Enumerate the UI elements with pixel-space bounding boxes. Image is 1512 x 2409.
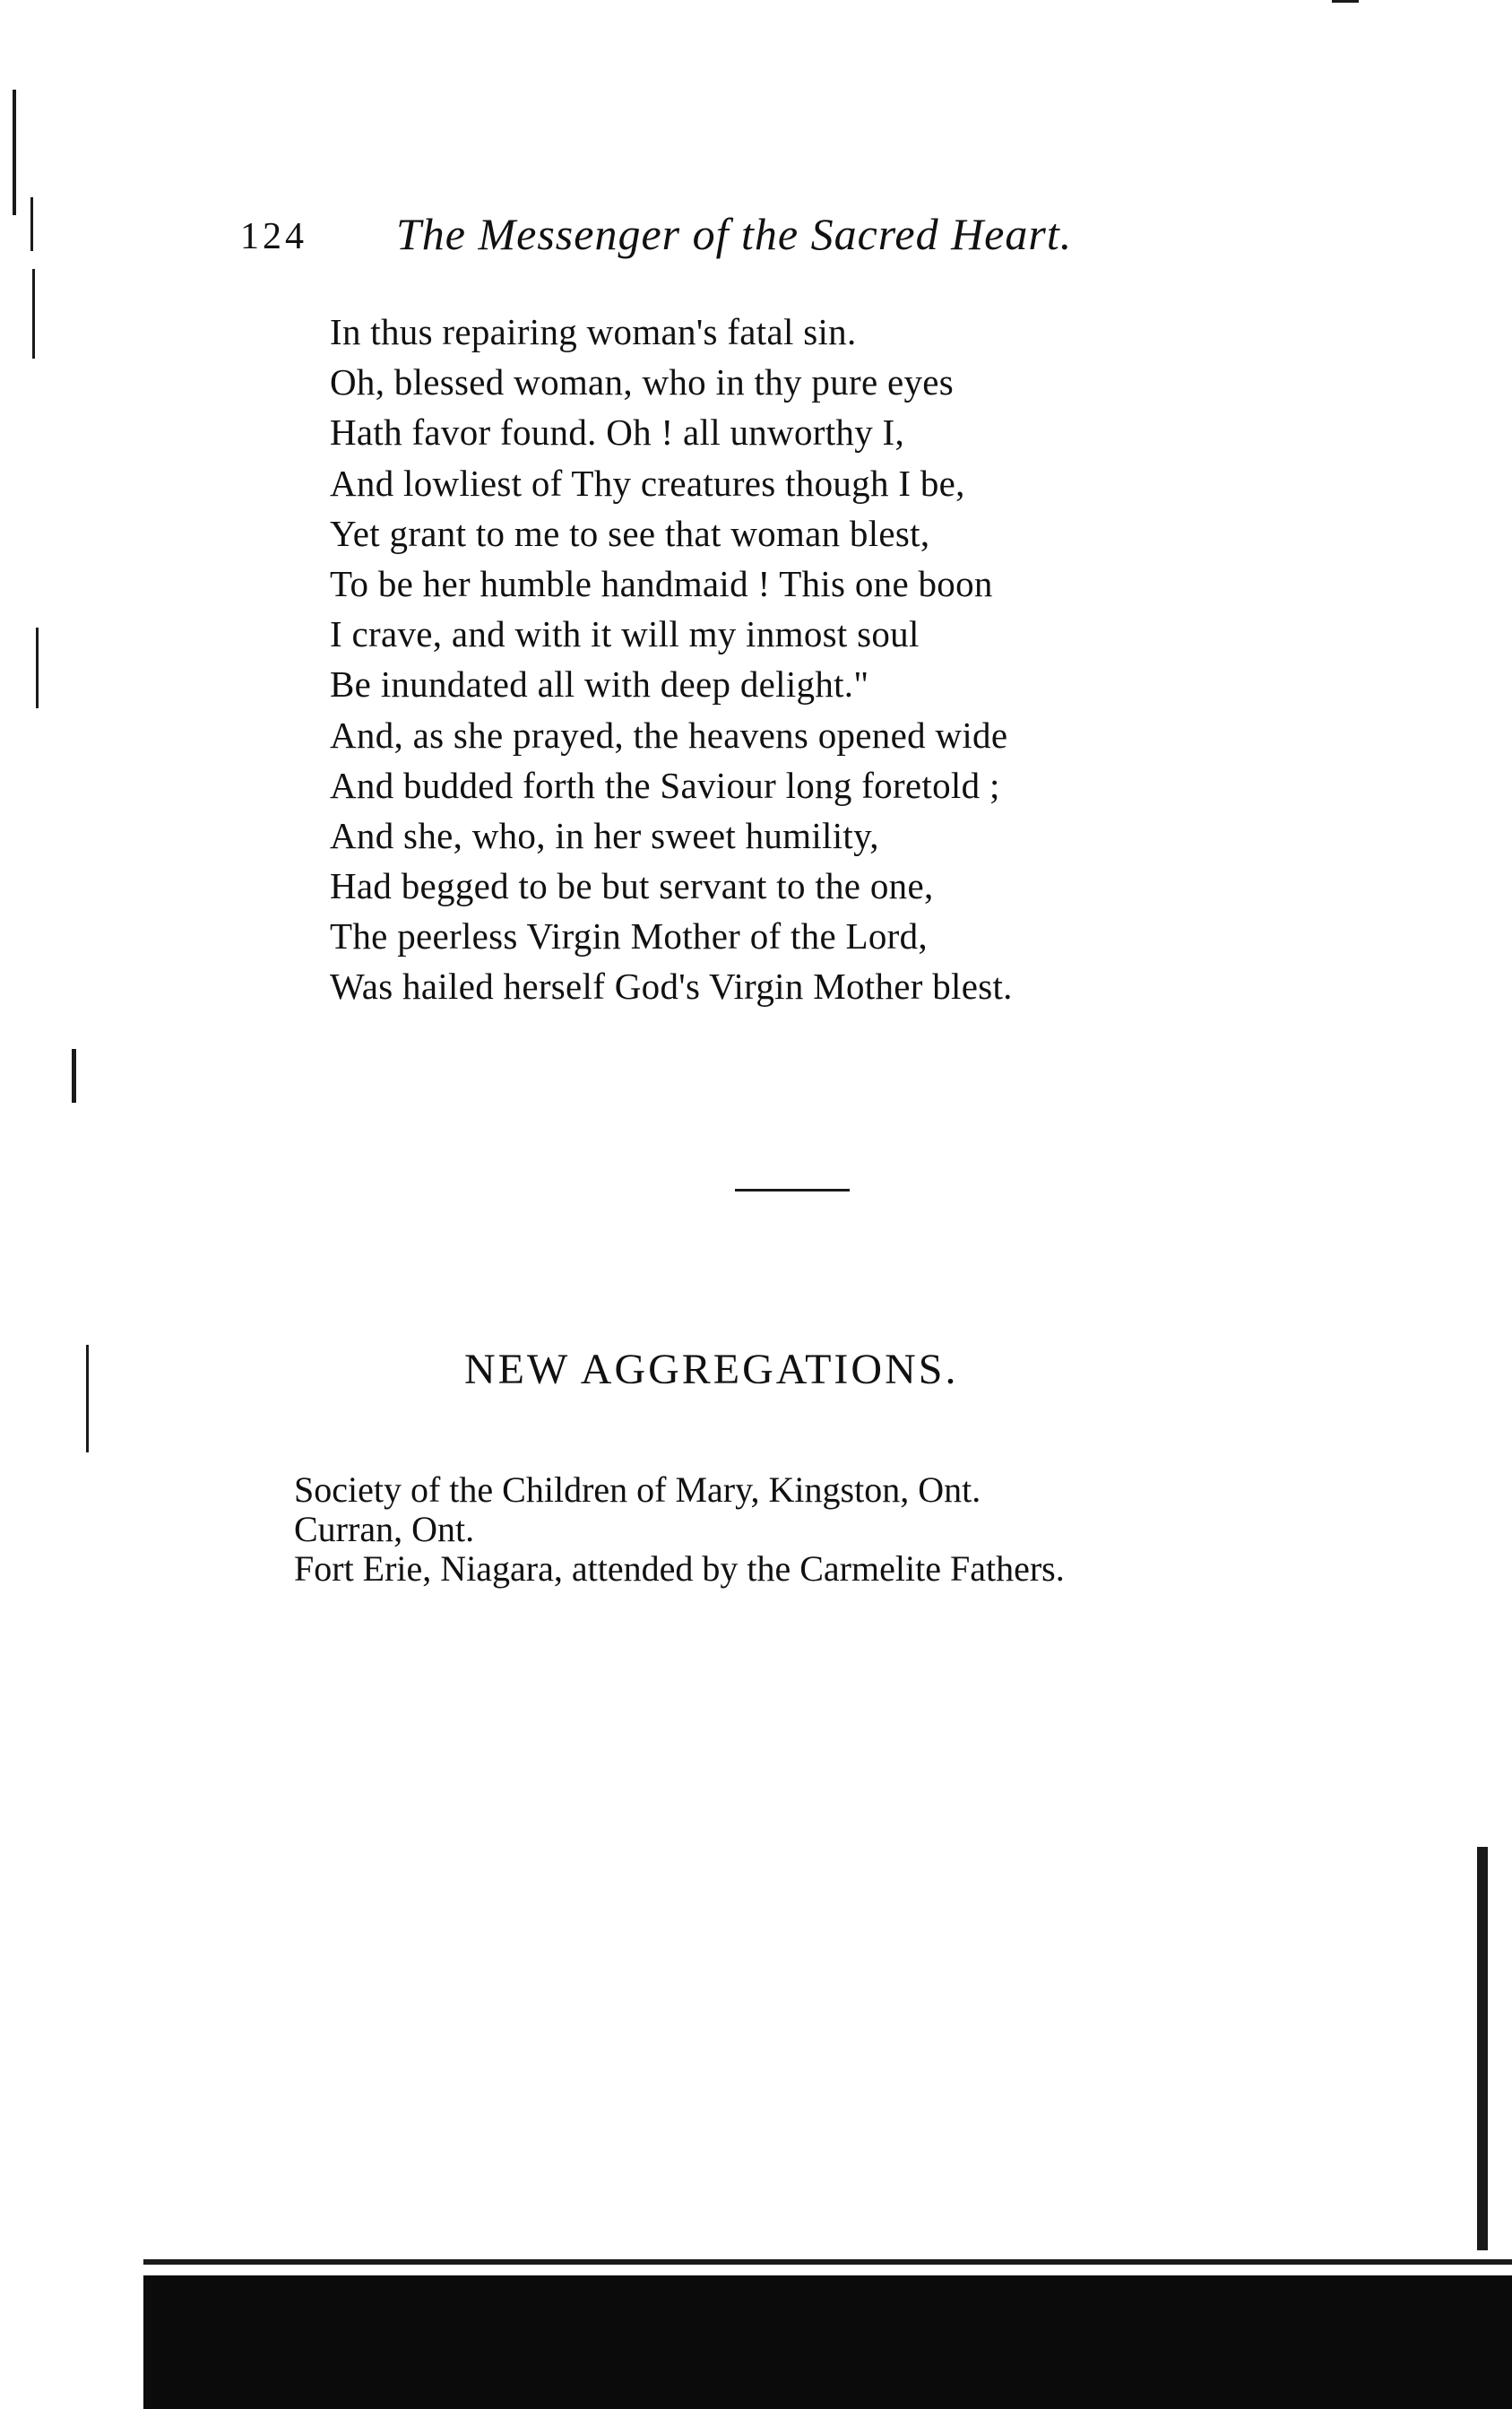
poem-line: I crave, and with it will my inmost soul: [330, 613, 920, 655]
scan-mark: [1332, 0, 1359, 3]
scan-mark: [32, 269, 35, 359]
poem-line: In thus repairing woman's fatal sin.: [330, 311, 857, 352]
poem-line: And she, who, in her sweet humility,: [330, 814, 879, 856]
poem-line: To be her humble handmaid ! This one boon: [330, 562, 993, 604]
poem-line: Hath favor found. Oh ! all unworthy I,: [330, 412, 905, 454]
section-divider: [735, 1189, 850, 1192]
scan-mark: [86, 1345, 89, 1452]
aggregation-list: [294, 1470, 1414, 1589]
poem: [330, 307, 1226, 1012]
poem-line: Was hailed herself God's Virgin Mother blest.: [330, 966, 1013, 1008]
running-header: [240, 208, 1190, 271]
poem-line: And lowliest of Thy creatures though I be,: [330, 462, 965, 504]
poem-line: Yet grant to me to see that woman blest,: [330, 512, 930, 554]
scan-mark: [13, 90, 16, 215]
aggregation-entry: Society of the Children of Mary, Kingston, Ont.: [294, 1469, 981, 1510]
poem-line: Be inundated all with deep delight.": [330, 663, 869, 706]
aggregation-entry: Fort Erie, Niagara, attended by the Carmelite Fathers.: [294, 1548, 1065, 1589]
poem-line: And budded forth the Saviour long foretold ;: [330, 764, 1000, 806]
scan-edge: [1477, 1847, 1488, 2250]
poem-line: And, as she prayed, the heavens opened wide: [330, 714, 1008, 756]
poem-line: Had begged to be but servant to the one,: [330, 865, 934, 907]
scan-bottom-band: [143, 2275, 1512, 2409]
poem-line: Oh, blessed woman, who in thy pure eyes: [330, 361, 955, 403]
scan-edge-line: [143, 2259, 1512, 2265]
scan-mark: [30, 197, 33, 251]
scan-mark: [36, 628, 39, 708]
scan-mark: [72, 1049, 76, 1103]
aggregation-entry: Curran, Ont.: [294, 1509, 475, 1549]
section-heading: NEW AGGREGATIONS.: [464, 1346, 959, 1393]
poem-line: The peerless Virgin Mother of the Lord,: [330, 915, 928, 958]
page-number: 124: [240, 216, 307, 257]
running-title: The Messenger of the Sacred Heart.: [396, 209, 1073, 259]
